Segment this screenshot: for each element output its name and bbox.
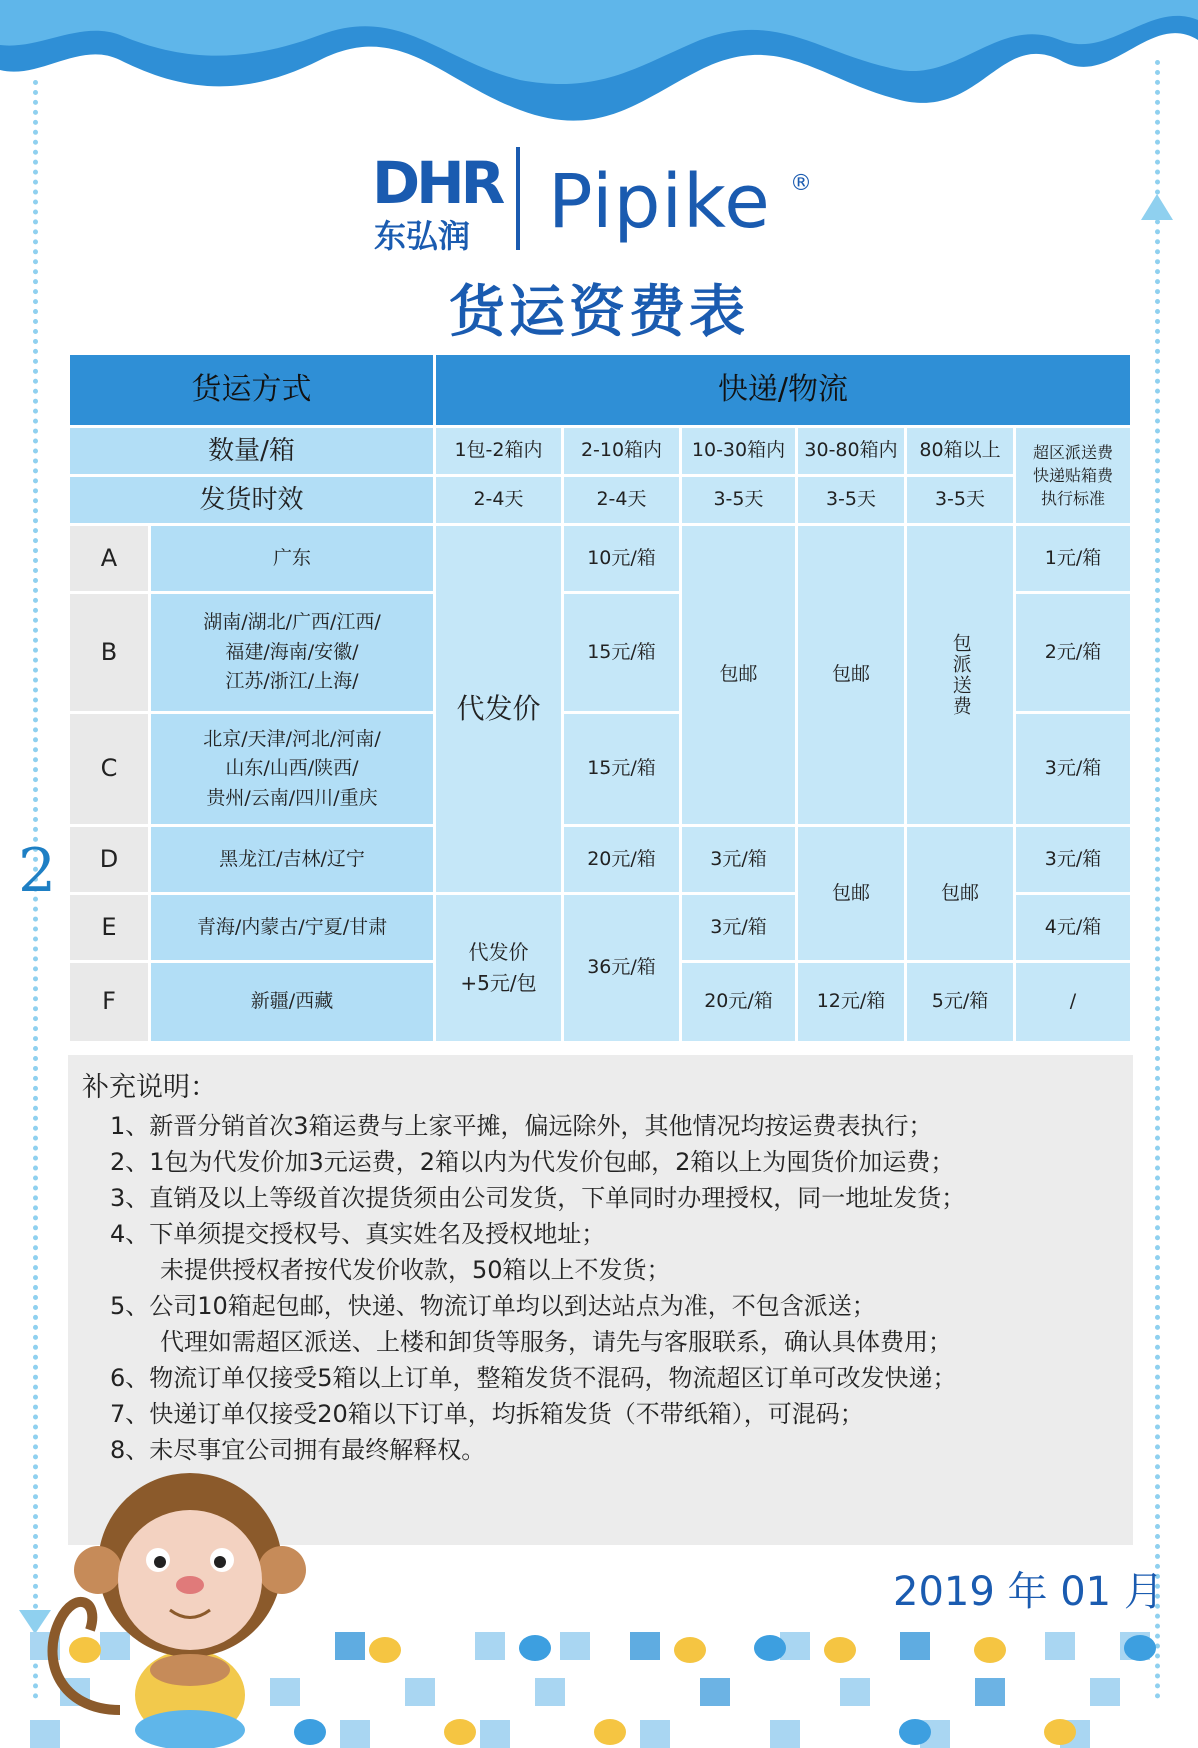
f-col-4: 12元/箱 <box>798 963 904 1041</box>
registered-mark: ® <box>790 171 812 196</box>
abc-col-5 <box>907 526 1013 824</box>
time-col-4: 3-5天 <box>798 477 904 523</box>
d-col-3: 3元/箱 <box>682 827 795 892</box>
b-col-6: 2元/箱 <box>1016 594 1130 711</box>
row-code-b: B <box>70 594 148 711</box>
f-col-5: 5元/箱 <box>907 963 1013 1041</box>
region-f: 新疆/西藏 <box>151 963 433 1041</box>
row-code-a: A <box>70 526 148 591</box>
region-d: 黑龙江/吉林/辽宁 <box>151 827 433 892</box>
time-col-1: 2-4天 <box>436 477 561 523</box>
note-line-1: 1、新晋分销首次3箱运费与上家平摊，偏远除外，其他情况均按运费表执行； <box>110 1112 933 1140</box>
ef-col-2: 36元/箱 <box>564 895 679 1041</box>
d-col-6: 3元/箱 <box>1016 827 1130 892</box>
c-col-2: 15元/箱 <box>564 714 679 824</box>
de-col-5: 包邮 <box>907 827 1013 960</box>
a-col-2: 10元/箱 <box>564 526 679 591</box>
qty-col-2: 2-10箱内 <box>564 428 679 474</box>
agent-plus-cell: 代发价 +5元/包 <box>436 895 561 1041</box>
header-method: 货运方式 <box>70 355 433 425</box>
brand-cn-name: 东弘润 <box>374 217 471 255</box>
page-number: 2 <box>18 836 57 906</box>
note-line-6: 6、物流订单仅接受5箱以上订单，整箱发货不混码，物流超区订单可改发快递； <box>110 1364 957 1392</box>
note-line-3: 3、直销及以上等级首次提货须由公司发货，下单同时办理授权，同一地址发货； <box>110 1184 966 1212</box>
qty-col-6: 超区派送费 快递贴箱费 执行标准 <box>1016 428 1130 523</box>
row-code-e: E <box>70 895 148 960</box>
e-col-3: 3元/箱 <box>682 895 795 960</box>
note-line-4-sub: 未提供授权者按代发价收款，50箱以上不发货； <box>160 1256 671 1284</box>
region-b: 湖南/湖北/广西/江西/ 福建/海南/安徽/ 江苏/浙江/上海/ <box>151 594 433 711</box>
qty-col-4: 30-80箱内 <box>798 428 904 474</box>
rate-table <box>70 355 1130 1041</box>
abc-col-4: 包邮 <box>798 526 904 824</box>
note-line-4: 4、下单须提交授权号、真实姓名及授权地址； <box>110 1220 606 1248</box>
logo-divider <box>516 147 520 250</box>
e-col-6: 4元/箱 <box>1016 895 1130 960</box>
row-code-c: C <box>70 714 148 824</box>
qty-col-1: 1包-2箱内 <box>436 428 561 474</box>
header-express: 快递/物流 <box>436 355 1130 425</box>
d-col-2: 20元/箱 <box>564 827 679 892</box>
free-delivery-vertical: 包派送费 <box>949 633 972 717</box>
issue-date: 2019 年 01 月 <box>893 1569 1164 1615</box>
agent-price-cell: 代发价 <box>436 526 561 892</box>
region-a: 广东 <box>151 526 433 591</box>
region-c: 北京/天津/河北/河南/ 山东/山西/陕西/ 贵州/云南/四川/重庆 <box>151 714 433 824</box>
de-col-4: 包邮 <box>798 827 904 960</box>
f-col-6: / <box>1016 963 1130 1041</box>
monkey-mascot-icon <box>40 1460 310 1748</box>
qty-label: 数量/箱 <box>70 428 433 474</box>
note-line-8: 8、未尽事宜公司拥有最终解释权。 <box>110 1436 486 1464</box>
f-col-3: 20元/箱 <box>682 963 795 1041</box>
c-col-6: 3元/箱 <box>1016 714 1130 824</box>
region-e: 青海/内蒙古/宁夏/甘肃 <box>151 895 433 960</box>
qty-col-3: 10-30箱内 <box>682 428 795 474</box>
note-line-7: 7、快递订单仅接受20箱以下订单，均拆箱发货（不带纸箱），可混码； <box>110 1400 864 1428</box>
brand-logo <box>372 145 842 255</box>
b-col-2: 15元/箱 <box>564 594 679 711</box>
a-col-6: 1元/箱 <box>1016 526 1130 591</box>
note-line-5-sub: 代理如需超区派送、上楼和卸货等服务，请先与客服联系，确认具体费用； <box>160 1328 952 1356</box>
notes-title: 补充说明： <box>82 1072 217 1103</box>
brand-mark: DHR <box>372 149 502 217</box>
time-col-5: 3-5天 <box>907 477 1013 523</box>
row-code-f: F <box>70 963 148 1041</box>
time-col-3: 3-5天 <box>682 477 795 523</box>
triangle-up-icon <box>1141 194 1173 220</box>
qty-col-5: 80箱以上 <box>907 428 1013 474</box>
note-line-2: 2、1包为代发价加3元运费，2箱以内为代发价包邮，2箱以上为囤货价加运费； <box>110 1148 955 1176</box>
abc-col-3: 包邮 <box>682 526 795 824</box>
row-code-d: D <box>70 827 148 892</box>
time-col-2: 2-4天 <box>564 477 679 523</box>
brand-name: Pipike <box>548 159 771 245</box>
time-label: 发货时效 <box>70 477 433 523</box>
note-line-5: 5、公司10箱起包邮，快递、物流订单均以到达站点为准，不包含派送； <box>110 1292 876 1320</box>
page-title: 货运资费表 <box>449 280 749 345</box>
